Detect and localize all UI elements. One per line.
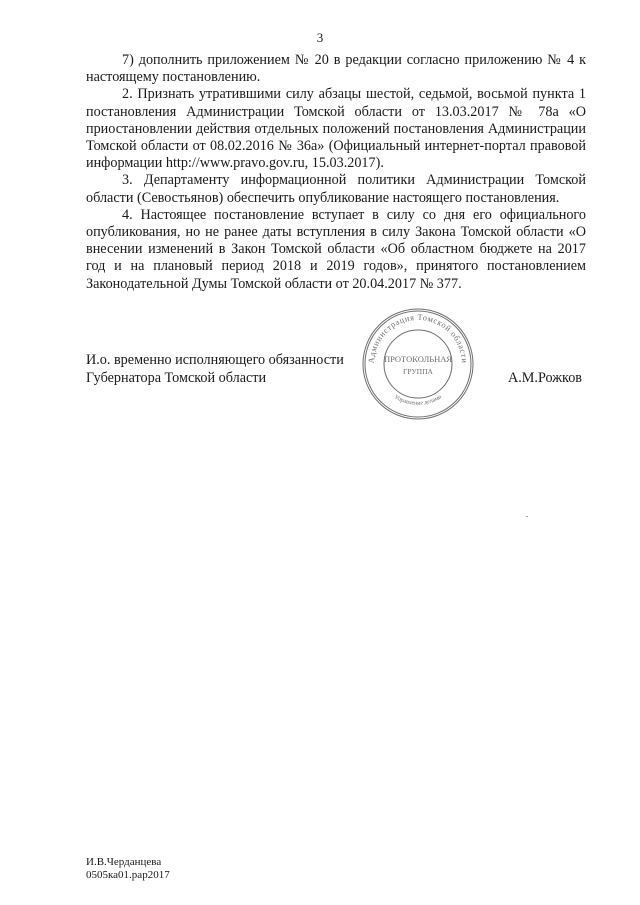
paragraph-4: 4. Настоящее постановление вступает в силу со дня его официального опубликования, но не ранее даты вступления в силу Закона Томской области «О внесении изменений в Закон Томской области «Об областном бюджете на 2017 год и на плановый период 2018 и 2019 годов», принятого постановлением Законодательной Думы Томской области от 20.04.2017 № 377.	[86, 206, 586, 292]
paragraph-3: 3. Департаменту информационной политики Администрации Томской области (Севостьянов) обеспечить опубликование настоящего постановления.	[86, 172, 586, 206]
paragraph-2: 2. Признать утратившими силу абзацы шестой, седьмой, восьмой пункта 1 постановления Администрации Томской области от 13.03.2017 № 78а «О приостановлении действия отдельных положений постановления Администрации Томской области от 08.02.2016 № 36а» (Официальный интернет-портал правовой информации http://www.pravo.gov.ru, 15.03.2017).	[86, 86, 586, 172]
official-stamp	[360, 306, 476, 422]
file-code: 0505ка01.рар2017	[86, 869, 170, 881]
page-number: 3	[316, 30, 324, 45]
signatory-position	[86, 352, 344, 387]
stamp-outer-text: Администрация Томской области	[366, 312, 470, 364]
svg-text:Управление делами	[393, 394, 443, 407]
executor-name: И.В.Черданцева	[86, 856, 162, 868]
stamp-center-line2: ГРУППА	[403, 367, 433, 376]
signatory-name: А.М.Рожков	[508, 370, 582, 386]
paragraph-item-7: 7) дополнить приложением № 20 в редакции согласно приложению № 4 к настоящему постановлению.	[86, 52, 586, 86]
signatory-position-line1: И.о. временно исполняющего обязанности	[86, 352, 344, 368]
stamp-center-line1: ПРОТОКОЛЬНАЯ	[383, 354, 453, 364]
document-body	[86, 52, 586, 293]
stamp-bottom-text: Управление делами	[393, 394, 443, 407]
scan-speck	[526, 516, 528, 517]
footer	[86, 856, 170, 882]
signatory-position-line2: Губернатора Томской области	[86, 369, 267, 386]
